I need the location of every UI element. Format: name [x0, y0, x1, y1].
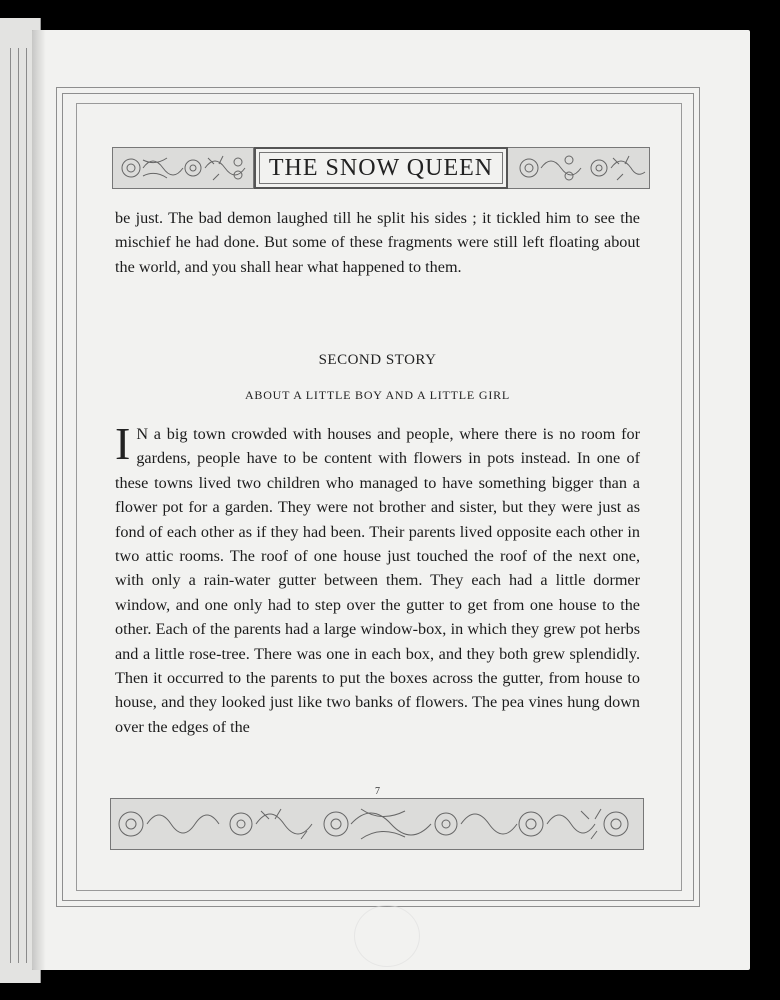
page-title: THE SNOW QUEEN — [254, 147, 508, 189]
drop-cap: I — [115, 418, 131, 469]
embossed-stamp — [354, 905, 420, 967]
spine-shadow — [32, 30, 46, 970]
story-text: N a big town crowded with houses and people, where there is no room for gardens, people have to be content with flowers in pots instead. In one of these towns lived two children who managed to have something bigger than a flower pot for a garden. They were not brother and sister, but they were just as fond of each other as if they had been. Their parents lived opposite each other in two attic rooms. The roof of one house just touched the roof of the next one, with only a rain-water gutter between them. They each had a little dormer window, and one only had to step over the gutter to get from one house to the other. Each of the parents had a large window-box, in which they grew pot herbs and a little rose-tree. There was one in each box, and they both grew splendidly. Then it occurred to the parents to put the boxes across the gutter, from house to house, and they looked just like two banks of flowers. The pea vines hung down over the edges of the — [115, 425, 640, 736]
header-ornament-right — [506, 147, 650, 189]
header-ornament-left — [112, 147, 254, 189]
intro-paragraph-text: be just. The bad demon laughed till he split his sides ; it tickled him to see the mischief he had done. But some of these fragments were still left floating about the world, and you shall hear what happened to them. — [115, 209, 640, 276]
page-number: 7 — [375, 786, 380, 797]
book-page — [32, 30, 750, 970]
section-heading: SECOND STORY — [318, 352, 437, 368]
section-subheading: ABOUT A LITTLE BOY AND A LITTLE GIRL — [244, 388, 511, 402]
footer-ornament — [110, 798, 644, 850]
intro-paragraph — [115, 206, 640, 279]
story-paragraph — [115, 418, 640, 739]
